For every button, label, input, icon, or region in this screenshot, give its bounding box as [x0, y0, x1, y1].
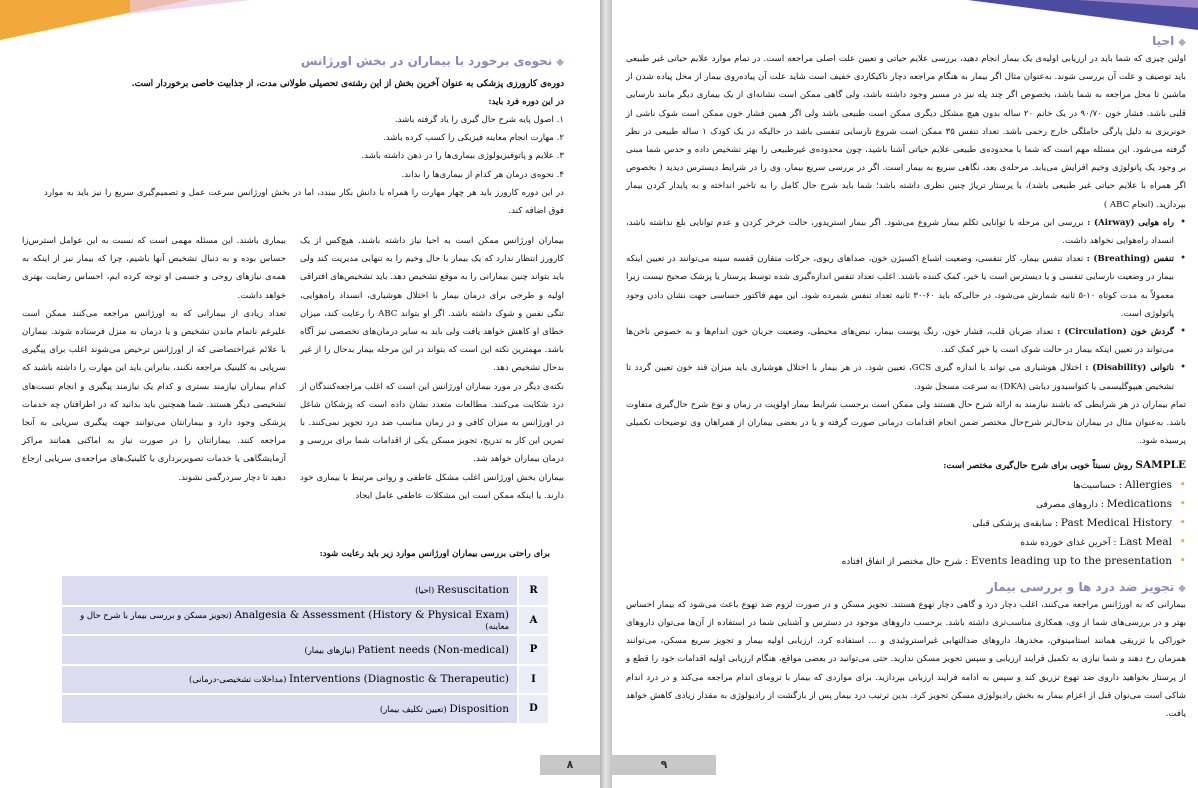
- sample-item: • Medications : داروهای مصرفی: [626, 495, 1186, 514]
- left-page-intro: [44, 54, 564, 220]
- table-cell-fa: (تجویز مسکن و بررسی بیمار با شرح حال و معاینه): [80, 610, 509, 632]
- abc-item: [626, 250, 1186, 323]
- table-row: [62, 665, 548, 695]
- table-cell-letter: A: [518, 606, 548, 636]
- period-item: ۱. اصول پایه شرح حال گیری را یاد گرفته باشد.: [394, 115, 564, 125]
- paragraph: بیماران بخش اورژانس اغلب مشکل عاطفی و روانی مرتبط با بیماری خود دارند. یا اینکه ممکن است این مشکلات عاطفی عامل ایجاد: [300, 472, 564, 501]
- table-cell-en: Analgesia & Assessment (History & Physical Exam): [234, 609, 509, 622]
- table-cell-letter: P: [518, 635, 548, 665]
- table-cell-fa: (مداخلات تشخیصی-درمانی): [188, 674, 287, 685]
- page-number: ۹: [612, 755, 716, 775]
- abc-text: تعداد ضربان قلب، فشار خون، رنگ پوست بیمار، نبض‌های محیطی، وضعیت جریان خون اندام‌ها و به خصوص ناخن‌ها می‌تواند در تعیین اینکه بیمار در حالت شوک است یا خیر کمک کند.: [626, 327, 1174, 356]
- period-item: ۳. علایم و پاتوفیزیولوژی بیماری‌ها را در ذهن داشته باشد.: [361, 151, 564, 162]
- page-number: ۸: [540, 755, 600, 775]
- right-page: [612, 0, 1198, 788]
- period-title: در این دوره فرد باید:: [488, 97, 564, 107]
- rapid-table: [62, 576, 548, 725]
- sample-item: • Past Medical History : سابقه‌ی پزشکی قبلی: [626, 514, 1186, 533]
- paragraph: بیماران اورژانس ممکن است به احیا نیاز داشته باشند. هیچ‌کس از یک کارورز انتظار ندارد که یک بیمار با حال وخیم را به تنهایی مدیریت کند ولی باید بتواند چنین بیمارانی را به موقع تشخیص دهد. باید تشخیص‌های افتراقی اولیه و طرحی برای درمان بیمار با اختلال هوشیاری، انسداد راه‌هوایی، تنگی نفس و شوک داشته باشد. اگر او بتواند ABC را رعایت کند، میزان خطای او کاهش خواهد یافت ولی باید به سایر درمان‌های تخصصی نیز آگاه باشد. مهمترین نکته این است که بتواند در این مرحله بیمار بدحال را از غیر بدحال تشخیص دهد.: [300, 236, 565, 374]
- left-page-column-right: [300, 232, 564, 505]
- corner-decoration: [1078, 0, 1198, 8]
- abc-label: راه هوایی (Airway) :: [1087, 217, 1174, 228]
- diamond-icon: ◆: [556, 57, 564, 68]
- paragraph: بیمارانی که به اورژانس مراجعه می‌کنند، اغلب دچار درد و گاهی دچار تهوع هستند. تجویز مسکن و در صورت لزوم ضد تهوع باعث می‌شود که بیمار احساس بهتر و در بررسی‌های شما از وی، همکاری مناسب‌تری داشته باشد. برحسب داروهای موجود در دسترس و آشنایی شما در استفاده از آن‌ها می‌توان داروهای خوراکی یا تزریقی همانند استامینوفن، مخدرها، داروهای ضدالتهابی غیراستروئیدی و ... استفاده کرد. ارزیابی اولیه بیمار و تجویز سریع مسکن، می‌توانند همزمان رخ دهند و شما نیازی به تکمیل فرایند ارزیابی و سپس تجویز مسکن ندارید. حتی می‌توانید در بعضی مواقع، هنگام ارزیابی اولیه اقدامات خود را قطع و از پرستار بخواهید داروی ضد تهوع تزریق کند و سپس به ادامه فرایند ارزیابی بپردازید. برای مواردی که بیمار با ترومای اندام مراجعه می‌کند و در درد اندام شاکی است می‌توان قبل از اعزام بیمار به بخش رادیولوژی مسکن تجویز کرد. بدین ترتیب درد بیمار پس از بازگشت از رادیولوژی به مقدار زیادی کاهش خواهد یافت.: [626, 599, 1186, 719]
- sample-item: • Last Meal : آخرین غذای خورده شده: [626, 533, 1186, 552]
- table-row: [62, 694, 548, 724]
- table-cell-en: Interventions (Diagnostic & Therapeutic): [289, 673, 509, 686]
- abc-text: بررسی این مرحله با توانایی تکلم بیمار شروع می‌شود. اگر بیمار استریدور، حالت خرخر کردن و عدم توانایی بلع نداشته باشد، انسداد راه‌هوایی نخواهد داشت.: [626, 217, 1174, 247]
- table-cell-letter: R: [518, 576, 548, 606]
- diamond-icon: ◆: [1178, 37, 1186, 48]
- abc-label: گردش خون (Circulation) :: [1057, 327, 1174, 338]
- table-cell-fa: (احیا): [415, 585, 435, 596]
- sample-title: SAMPLE روش نسبتاً خوبی برای شرح حال‌گیری مختصر است:: [943, 459, 1186, 472]
- abc-text: تعداد تنفس بیمار، کار تنفسی، وضعیت اشباع اکسیژن خون، صداهای ریوی، حرکات متقارن قفسه سینه می‌توانند در تعیین اینکه بیمار در وضعیت نارسایی تنفسی و یا دیسترس است یا خیر، کمک کننده باشند. اغلب تعداد تنفس اندازه‌گیری شده توسط پرستار یا پزشک صحیح نیست زیرا معمولاً به مدت کوتاه ۱۰-۵ ثانیه شمارش می‌شود، در حالی‌که باید ۶۰-۳۰ ثانیه تعداد تنفس شمرده شود. این مهم فاکتور حساسی جهت نشان دادن وجود پاتولوژی است.: [626, 254, 1174, 319]
- table-cell-en: Patient needs (Non-medical): [357, 643, 509, 656]
- paragraph: بیماری باشند. این مسئله مهمی است که نسبت به این عوامل استرس‌زا حساس بوده و به دنبال تشخیص آنها باشیم، چرا که بیمار نیز از اینکه به همه‌ی نیازهای روحی و جسمی او توجه کرده ایم، احساس رضایت بهتری خواهد داشت.: [22, 236, 286, 301]
- paragraph: نکته‌ی دیگر در مورد بیماران اورژانس این است که اغلب مراجعه‌کنندگان از درد شکایت می‌کنند. مطالعات متعدد نشان داده است که پزشکان شاغل در اورژانس به میزان کافی و در زمان مناسب ضد درد تجویز نمی‌کنند. با تمرین این کار به تدریج، تجویز مسکن یکی از اقدامات شما برای بررسی و درمان بیماران خواهد شد.: [300, 381, 564, 465]
- table-cell-letter: I: [518, 665, 548, 695]
- abc-item: [626, 323, 1186, 359]
- diamond-icon: ◆: [1178, 582, 1186, 594]
- table-title: برای راحتی بررسی بیماران اورژانس موارد زیر باید رعایت شود:: [319, 549, 550, 559]
- table-row: [62, 606, 548, 636]
- abc-item: [626, 359, 1186, 395]
- intro-text: دوره‌ی کارورزی پزشکی به عنوان آخرین بخش از این رشته‌ی تحصیلی طولانی مدت، از جذابیت خاصی برخوردار است.: [131, 79, 564, 89]
- sample-item: • Events leading up to the presentation : شرح حال مختصر از اتفاق افتاده: [626, 552, 1186, 571]
- paragraph: تعداد زیادی از بیمارانی که به اورژانس مراجعه می‌کنند ممکن است علیرغم ناتمام ماندن تشخیص و یا درمان به منزل فرستاده شوند. بیماران با علائم غیراختصاصی که از اورژانس ترخیص می‌شوند اغلب برای پیگیری سرپایی به کلینیک مراجعه نکنند، بنابراین باید این مهارت را داشته باشید که کدام بیماران نیازمند بستری و کدام یک نیازمند پیگیری و انجام تست‌های تشخیصی دیگر هستند. شما همچنین باید بدانید که در اطرافتان چه خدمات پزشکی وجود دارد و بیمارانتان می‌توانند جهت پیگیری سرپایی به آنجا مراجعه کنند. بیمارانتان را در صورت نیاز به اماکنی همانند مراکز آزمایشگاهی یا خدمات تصویربرداری یا کلینیک‌های مراجعه‌ی سرپایی ارجاع دهید تا دچار سردرگمی نشوند.: [22, 308, 286, 483]
- table-cell-fa: (تعیین تکلیف بیمار): [379, 703, 447, 714]
- period-item: ۲. مهارت انجام معاینه فیزیکی را کسب کرده باشد.: [383, 133, 564, 144]
- abc-label: ناتوانی (Disability) :: [1085, 363, 1174, 374]
- table-row: [62, 576, 548, 606]
- sample-item: • Allergies : حساسیت‌ها: [626, 476, 1186, 495]
- abc-item: [626, 214, 1186, 250]
- section-heading: ◆نحوه‌ی برخورد با بیماران در بخش اورژانس: [300, 54, 564, 68]
- abc-label: تنفس (Breathing) :: [1086, 254, 1174, 265]
- section-heading: ◆احیا: [1152, 34, 1186, 48]
- section-heading: ◆تجویز ضد درد ها و بررسی بیمار: [986, 579, 1186, 594]
- paragraph: تمام بیماران در هر شرایطی که باشند نیازمند به ارائه شرح حال هستند ولی ممکن است برحسب شرایط بیمار اولویت در زمان و نوع شرح حال‌گیری متفاوت باشد. به‌عنوان مثال در بیماران بدحال‌تر شرح‌حال مختصر ضمن انجام اقدامات درمانی صورت گرفته و یا در بعضی بیماران از همراهان وی توضیحات تکمیلی پرسیده شود.: [626, 399, 1186, 447]
- corner-decoration: [130, 0, 250, 14]
- table-cell-letter: D: [518, 694, 548, 724]
- table-cell-en: Disposition: [449, 702, 509, 715]
- paragraph: اولین چیزی که شما باید در ارزیابی اولیه‌ی یک بیمار انجام دهید، بررسی علایم حیاتی و تعیین علت اصلی مراجعه است. در تمام موارد علایم حیاتی غیر طبیعی باید توصیف و علت آن بررسی شوند. به‌عنوان مثال اگر بیمار به هنگام مراجعه دچار تاکیکاردی خفیف است شاید علت آن پیاده‌روی بیمار از محل پیاده شدن از ماشین تا محل مراجعه به شما باشد، بخصوص اگر چند پله نیز در مسیر وجود داشته باشد، ولی گاهی ممکن است نشانه‌ای از یک بیماری دیگر مانند نارسایی قلبی باشد. فشار خون ۹۰/۷۰ در یک خانم ۲۰ ساله بدون هیچ مشکل دیگری ممکن است طبیعی باشد ولی اگر همین فشار خون ممکن است شوک ناشی از خونریزی به دلیل پارگی حاملگی خارج رحمی باشد. تعداد تنفس ۳۵ ممکن است شروع نارسایی تنفسی باشد در حالیکه در یک کودک ۱ ساله طبیعی در نظر گرفته می‌شود. این مسئله مهم است که شما با محدوده‌ی طبیعی علایم حیاتی آشنا باشید، چون محدوده‌ی غیرطبیعی را بهتر تشخیص داده و حدس شما مبنی بر وجود یک پاتولوژی وخیم افزایش می‌یابد. مرحله‌ی بعد، نگاهی سریع به بیمار است. اگر در بررسی سریع بیمار، وی را در شرایط دیسترس دیدید ( بخصوص اگر همراه با علایم حیاتی غیر طبیعی باشد)، یا پرستار تریاژ چنین نظری داشته باشد؛ شما باید شرح حال کامل را به تاخیر انداخته و به پایدار کردن بیمار بپردازید. (انجام ABC ): [626, 54, 1187, 210]
- abc-text: اختلال هوشیاری می تواند با اندازه گیری GCS، تعیین شود. در هر بیمار با اختلال هوشیاری باید میزان قند خون تعیین گردد تا تشخیص هیپوگلیسمی یا کتواسیدوز دیابتی (DKA) به سرعت مسجل شود.: [626, 363, 1174, 392]
- book-gutter: [600, 0, 612, 788]
- table-row: [62, 635, 548, 665]
- table-cell-fa: (نیازهای بیمار): [304, 644, 355, 655]
- right-page-content: [626, 34, 1186, 723]
- left-page-column-left: [22, 232, 286, 487]
- period-item: ۴. نحوه‌ی درمان هر کدام از بیماری‌ها را بداند.: [401, 169, 564, 180]
- period-text: در این دوره کارورز باید هر چهار مهارت را همراه با دانش بکار ببندد، اما در بخش اورژانس سرعت عمل و تصمیم‌گیری سریع را نیز باید به موارد فوق اضافه کند.: [44, 187, 564, 217]
- table-cell-en: Resuscitation: [436, 584, 509, 597]
